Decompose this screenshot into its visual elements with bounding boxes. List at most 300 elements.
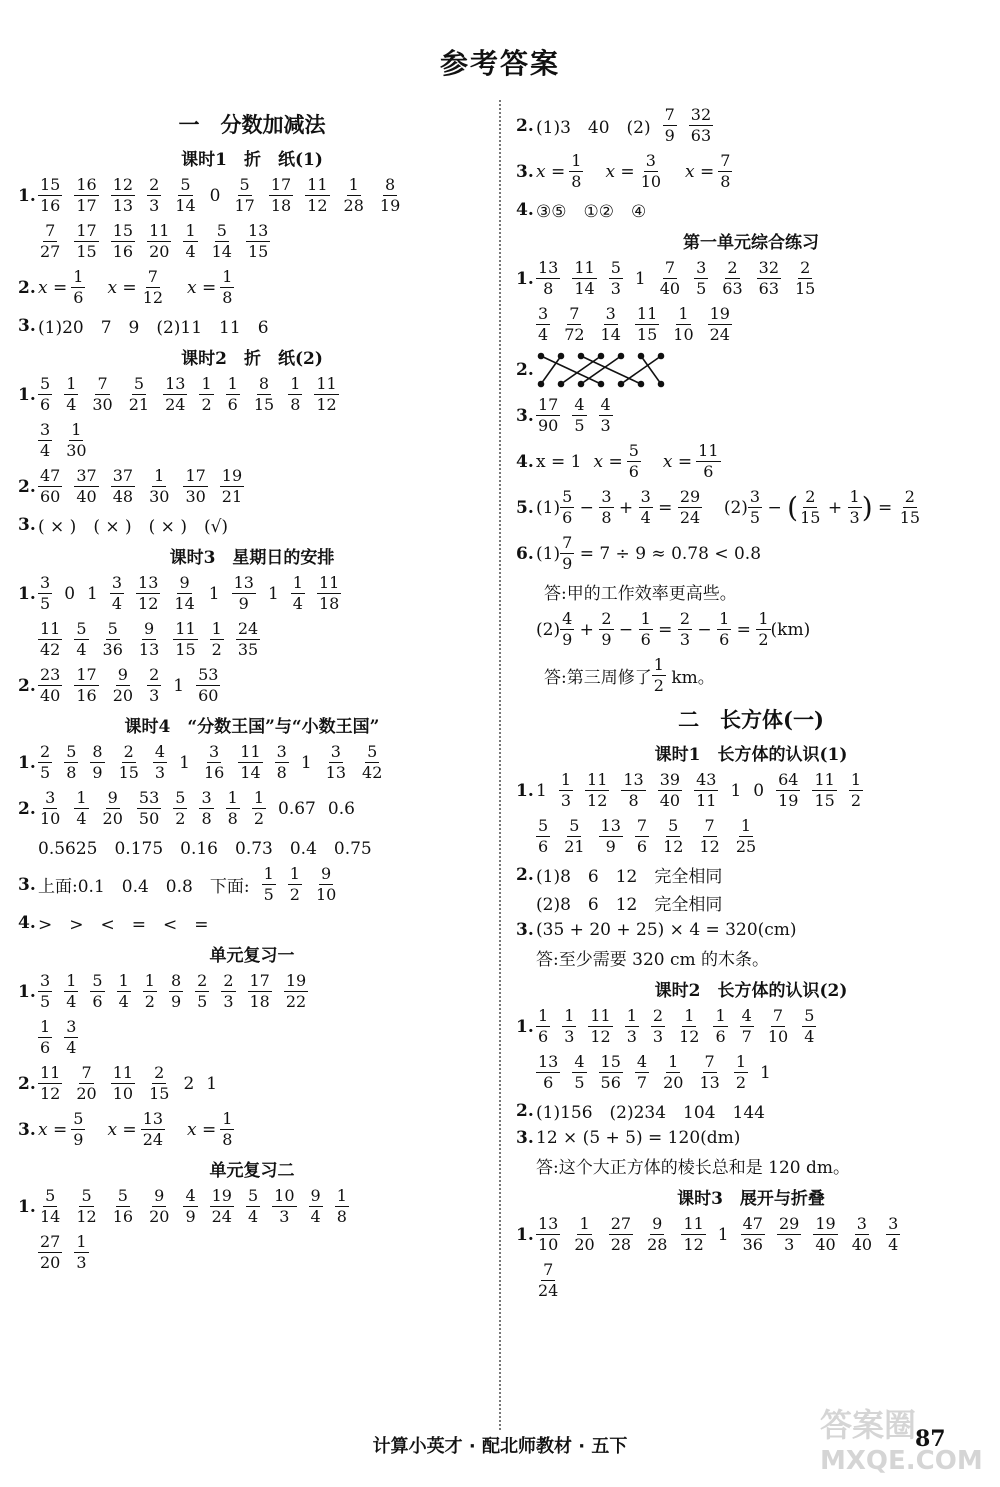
answer-item [90, 742, 104, 783]
answer-item: 1 [760, 1062, 771, 1083]
fraction: $\frac{39}{40}$ [659, 770, 681, 810]
answer-list [38, 221, 282, 262]
fraction: $\frac{11}{14}$ [240, 742, 261, 782]
answer-list [536, 151, 754, 192]
answer-item [173, 788, 187, 829]
answer-item [559, 770, 573, 811]
answer-item [101, 788, 125, 829]
question-number: 3. [18, 315, 36, 336]
fraction: $\frac{13}{8}$ [623, 770, 644, 810]
answer-item [199, 374, 213, 415]
answer-item [305, 175, 329, 216]
answer-row [18, 742, 486, 783]
fraction: $\frac{1}{3}$ [560, 770, 572, 810]
answer-item [536, 1214, 560, 1255]
fraction: $\frac{47}{60}$ [40, 466, 61, 506]
fraction: $\frac{3}{40}$ [851, 1214, 873, 1254]
answer-item [236, 619, 260, 660]
fraction: $\frac{1}{2}$ [850, 770, 862, 810]
fraction: $\frac{1}{2}$ [201, 374, 212, 414]
fraction: $\frac{9}{20}$ [149, 1186, 170, 1226]
answer-item [111, 1186, 135, 1227]
fraction: $\frac{3}{10}$ [40, 788, 61, 828]
answer-item [74, 665, 98, 706]
fraction: $\frac{5}{42}$ [362, 742, 383, 782]
answer-text: x = 1 [536, 451, 582, 472]
fraction: $\frac{1}{30}$ [66, 420, 87, 460]
right-column [516, 105, 986, 1306]
section-title: 课时2 折 纸(2) [181, 349, 323, 369]
answer-row [516, 816, 986, 857]
answer-row [18, 971, 486, 1012]
answer-item [269, 175, 293, 216]
answer-item [90, 971, 104, 1012]
answer-row [516, 1126, 986, 1150]
fraction: $\frac{3}{5}$ [40, 573, 51, 613]
fraction: $\frac{15}{16}$ [112, 221, 134, 261]
fraction: $\frac{7}{12}$ [142, 267, 164, 307]
fraction: $\frac{5}{6}$ [538, 816, 549, 856]
answer-item [599, 1052, 623, 1093]
section-title: 课时1 折 纸(1) [181, 150, 323, 170]
section-title: 课时3 星期日的安排 [169, 548, 335, 568]
section-title: 课时3 展开与折叠 [677, 1189, 825, 1209]
answer-item [671, 304, 695, 345]
answer-item [663, 105, 677, 146]
fraction: $\frac{1}{8}$ [571, 151, 582, 191]
fraction: $\frac{1}{6}$ [719, 609, 730, 649]
answer-item [734, 816, 758, 857]
fraction: $\frac{7}{6}$ [636, 816, 648, 856]
fraction: $\frac{5}{12}$ [76, 1186, 97, 1226]
answer-row [18, 1063, 486, 1104]
answer-item [562, 304, 586, 345]
equation [593, 441, 640, 482]
variable-label: x = [38, 277, 68, 298]
footer-title: 计算小英才 · 配北师教材 · 五下 [372, 1436, 628, 1457]
answer-item [111, 466, 135, 507]
fraction: $\frac{19}{24}$ [211, 1186, 232, 1226]
answer-item [812, 770, 836, 811]
fraction: $\frac{7}{12}$ [699, 816, 720, 856]
answer-item [74, 1186, 98, 1227]
answer-item: 0 [753, 780, 765, 801]
answer-row [516, 609, 986, 650]
fraction: $\frac{2}{15}$ [899, 487, 921, 527]
answer-item [238, 742, 262, 783]
fraction: $\frac{16}{17}$ [76, 175, 97, 215]
fraction: $\frac{5}{6}$ [92, 971, 103, 1011]
fraction: $\frac{1}{30}$ [149, 466, 170, 506]
fraction: $\frac{1}{4}$ [76, 788, 87, 828]
question-number: 3. [18, 1119, 36, 1140]
fraction: $\frac{17}{30}$ [185, 466, 206, 506]
fraction: $\frac{19}{24}$ [709, 304, 730, 344]
answer-row [516, 890, 986, 915]
fraction: $\frac{1}{2}$ [211, 619, 222, 659]
answer-text: (1)8 6 12 完全相同 [536, 867, 723, 887]
variable-label: x = [187, 1119, 217, 1140]
question-number: 1. [18, 185, 36, 206]
fraction: $\frac{8}{9}$ [92, 742, 103, 782]
equation [38, 267, 85, 308]
section-title: 课时2 长方体的认识(2) [654, 981, 848, 1001]
answer-item [38, 1063, 62, 1104]
fraction: $\frac{1}{8}$ [222, 1109, 233, 1149]
answer-item [661, 1052, 685, 1093]
fraction: $\frac{17}{18}$ [249, 971, 270, 1011]
fraction: $\frac{2}{3}$ [149, 665, 160, 705]
fraction: $\frac{3}{5}$ [749, 487, 761, 527]
variable-label: x = [662, 451, 693, 472]
answer-item [599, 816, 623, 857]
fraction: $\frac{11}{15}$ [175, 619, 196, 659]
answer-list [38, 175, 414, 216]
fraction: $\frac{11}{12}$ [683, 1214, 704, 1254]
question-number: 2. [516, 864, 534, 885]
answer-text: > > < = < = [38, 915, 209, 935]
answer-item [288, 374, 302, 415]
variable-label: x = [536, 161, 566, 182]
answer-item: 1 [87, 583, 98, 604]
answer-item [324, 742, 348, 783]
fraction: $\frac{1}{4}$ [66, 374, 77, 414]
answer-list [536, 816, 770, 857]
part-label: (2) [723, 497, 748, 518]
answer-item [720, 258, 744, 299]
fraction: $\frac{3}{8}$ [276, 742, 287, 782]
fraction: $\frac{1}{6}$ [640, 609, 651, 649]
page-number: 87 [915, 1426, 946, 1452]
answer-row [516, 655, 986, 696]
fraction: $\frac{3}{4}$ [888, 1214, 899, 1254]
answer-row [18, 788, 486, 829]
fraction: $\frac{1}{10}$ [673, 304, 694, 344]
answer-item [850, 1214, 874, 1255]
answer-item [572, 1214, 596, 1255]
answer-item [645, 1214, 669, 1255]
answer-item [38, 971, 52, 1012]
answer-text: 上面:0.1 0.4 0.8 下面: [38, 877, 250, 897]
answer-row [18, 420, 486, 461]
answer-item [90, 374, 114, 415]
answer-item [153, 742, 167, 783]
answer-row [516, 258, 986, 299]
question-number: 2. [18, 1073, 36, 1094]
fraction: $\frac{1}{3}$ [849, 487, 860, 527]
answer-row [516, 197, 986, 222]
answer-item [199, 788, 213, 829]
fraction: $\frac{11}{12}$ [307, 175, 328, 215]
answer-list [38, 466, 256, 507]
fraction: $\frac{1}{2}$ [144, 971, 155, 1011]
fraction: $\frac{3}{13}$ [325, 742, 347, 782]
answer-item [74, 1063, 98, 1104]
fraction: $\frac{27}{20}$ [40, 1232, 61, 1272]
question-number: 3. [516, 161, 534, 182]
answer-item [137, 619, 161, 660]
fraction: $\frac{5}{12}$ [663, 816, 684, 856]
fraction: $\frac{2}{15}$ [118, 742, 139, 782]
fraction: $\frac{1}{8}$ [336, 1186, 347, 1226]
answer-item: 1 [179, 752, 190, 773]
fraction: $\frac{9}{28}$ [647, 1214, 668, 1254]
fraction: $\frac{2}{9}$ [601, 609, 612, 649]
fraction: $\frac{10}{3}$ [274, 1186, 295, 1226]
answer-text: 0.5625 0.175 0.16 0.73 0.4 0.75 [38, 839, 372, 859]
fraction: $\frac{8}{15}$ [253, 374, 275, 414]
answer-item [536, 1052, 560, 1093]
answer-row [18, 1109, 486, 1150]
answer-item [246, 1186, 260, 1227]
fraction: $\frac{4}{3}$ [154, 742, 166, 782]
answer-text: km。 [671, 668, 715, 688]
fraction: $\frac{24}{35}$ [237, 619, 259, 659]
section-title: 课时4 “分数王国”与“小数王国” [124, 717, 380, 737]
answer-item [658, 770, 682, 811]
chapter-title: 一 分数加减法 [178, 112, 326, 137]
answer-item [317, 573, 341, 614]
answer-item [38, 573, 52, 614]
fraction: $\frac{1}{2}$ [735, 1052, 746, 1092]
fraction: $\frac{3}{4}$ [66, 1017, 77, 1057]
fraction: $\frac{7}{40}$ [659, 258, 681, 298]
answer-item [741, 1214, 765, 1255]
fraction: $\frac{12}{13}$ [112, 175, 134, 215]
answer-item [226, 374, 240, 415]
answer-item [536, 816, 550, 857]
question-number: 1. [18, 752, 36, 773]
question-number: 4. [516, 451, 534, 472]
fraction: $\frac{7}{10}$ [767, 1006, 789, 1046]
fraction: $\frac{4}{5}$ [574, 1052, 585, 1092]
answer-row [18, 864, 486, 905]
answer-item [111, 1063, 135, 1104]
question-number: 3. [18, 514, 36, 535]
part-label: (2) [536, 619, 561, 640]
fraction: $\frac{7}{8}$ [720, 151, 731, 191]
fraction: $\frac{2}{3}$ [679, 609, 691, 649]
answer-row [18, 665, 486, 706]
fraction: $\frac{1}{6}$ [538, 1006, 549, 1046]
answer-item [202, 742, 226, 783]
answer-item [143, 971, 157, 1012]
answer-item [147, 466, 171, 507]
answer-item [172, 573, 196, 614]
answer-item [173, 175, 197, 216]
answer-item: 0.67 [278, 798, 316, 819]
answer-item [536, 258, 560, 299]
answer-list [536, 1260, 572, 1301]
question-number: 3. [516, 405, 534, 426]
fraction: $\frac{9}{20}$ [102, 788, 123, 828]
fraction: $\frac{5}{4}$ [804, 1006, 815, 1046]
answer-item [886, 1214, 900, 1255]
question-number: 1. [18, 583, 36, 604]
variable-label: x = [107, 277, 137, 298]
fraction: $\frac{9}{4}$ [310, 1186, 321, 1226]
answer-item [117, 971, 131, 1012]
answer-item [127, 374, 151, 415]
fraction: $\frac{1}{8}$ [222, 267, 233, 307]
answer-row [18, 466, 486, 507]
fraction: $\frac{11}{14}$ [574, 258, 595, 298]
answer-item [813, 1214, 837, 1255]
answer-item [599, 304, 623, 345]
fraction: $\frac{11}{12}$ [40, 1063, 61, 1103]
answer-item [562, 1006, 576, 1047]
question-number: 4. [516, 199, 534, 220]
fraction: $\frac{9}{14}$ [174, 573, 195, 613]
answer-item: 1 [173, 675, 185, 696]
fraction: $\frac{13}{15}$ [247, 221, 269, 261]
answer-item [74, 175, 98, 216]
answer-item [248, 971, 272, 1012]
fraction: $\frac{5}{21}$ [564, 816, 585, 856]
answer-list [38, 1109, 256, 1150]
fraction: $\frac{4}{7}$ [636, 1052, 648, 1092]
answer-item [38, 1017, 52, 1058]
answer-text: (2)8 6 12 完全相同 [536, 895, 723, 915]
fraction: $\frac{11}{42}$ [40, 619, 61, 659]
answer-list [38, 1063, 229, 1104]
fraction: $\frac{1}{2}$ [653, 655, 664, 695]
equation [107, 1109, 165, 1150]
fraction: $\frac{1}{6}$ [715, 1006, 726, 1046]
answer-item [635, 816, 649, 857]
fraction: $\frac{3}{5}$ [696, 258, 707, 298]
equation [187, 267, 234, 308]
answer-item: 1 [267, 583, 279, 604]
answer-item [117, 742, 141, 783]
fraction: $\frac{7}{27}$ [40, 221, 61, 261]
answer-row [18, 313, 486, 338]
answer-item [147, 665, 161, 706]
answer-item [849, 770, 863, 811]
question-number: 2. [516, 360, 534, 380]
answer-item [734, 1052, 748, 1093]
answer-item [183, 221, 197, 262]
fraction: $\frac{5}{8}$ [66, 742, 77, 782]
matching-lines-diagram [536, 350, 666, 390]
answer-list [663, 105, 726, 146]
fraction: $\frac{32}{63}$ [690, 105, 712, 145]
answer-row [18, 267, 486, 308]
answer-item: 1 [208, 583, 220, 604]
answer-item [147, 175, 161, 216]
part-label: (1) [536, 543, 561, 564]
answer-item: 0.6 [327, 798, 355, 819]
equation [187, 1109, 234, 1150]
answer-item [64, 742, 78, 783]
fraction: $\frac{1}{6}$ [40, 1017, 51, 1057]
answer-item [625, 1006, 639, 1047]
unit: (km) [770, 619, 811, 640]
answer-item [173, 619, 197, 660]
fraction: $\frac{13}{8}$ [538, 258, 559, 298]
answer-item [314, 374, 338, 415]
fraction: $\frac{11}{12}$ [316, 374, 337, 414]
answer-item [221, 971, 235, 1012]
fraction: $\frac{2}{63}$ [722, 258, 743, 298]
fraction: $\frac{1}{2}$ [253, 788, 265, 828]
answer-item [572, 395, 586, 436]
answer-item [163, 374, 187, 415]
answer-item [766, 1006, 790, 1047]
answer-item [272, 1186, 296, 1227]
fraction: $\frac{5}{36}$ [102, 619, 123, 659]
answer-item [252, 374, 276, 415]
answer-item [694, 770, 718, 811]
fraction: $\frac{5}{21}$ [128, 374, 150, 414]
answer-item [232, 175, 256, 216]
answer-row [516, 350, 986, 390]
fraction: $\frac{2}{3}$ [652, 1006, 664, 1046]
fraction: $\frac{1}{2}$ [289, 864, 300, 904]
answer-item [572, 1052, 586, 1093]
answer-item [74, 788, 88, 829]
variable-label: x = [38, 1119, 68, 1140]
fraction: $\frac{7}{9}$ [664, 105, 675, 145]
answer-item [708, 304, 732, 345]
answer-row [18, 1232, 486, 1273]
question-number: 1. [18, 1196, 36, 1217]
answer-list [536, 258, 829, 299]
question-number: 1. [516, 1224, 534, 1245]
answer-item [536, 304, 550, 345]
fraction: $\frac{5}{3}$ [610, 258, 621, 298]
answer-row [18, 619, 486, 660]
answer-item [284, 971, 308, 1012]
answer-row [516, 579, 986, 604]
answer-item [38, 175, 62, 216]
fraction: $\frac{17}{15}$ [76, 221, 97, 261]
answer-item [111, 665, 135, 706]
fraction: $\frac{4}{9}$ [185, 1186, 196, 1226]
answer-item [38, 1186, 62, 1227]
answer-item [64, 971, 78, 1012]
fraction: $\frac{5}{16}$ [112, 1186, 134, 1226]
answer-row [18, 1017, 486, 1058]
fraction: $\frac{19}{22}$ [285, 971, 307, 1011]
chapter-title: 二 长方体(一) [678, 707, 824, 732]
fraction: $\frac{47}{36}$ [742, 1214, 763, 1254]
answer-item [64, 420, 88, 461]
question-number: 2. [18, 675, 36, 696]
fraction: $\frac{9}{20}$ [112, 665, 134, 705]
fraction: $\frac{5}{14}$ [211, 221, 232, 261]
fraction: $\frac{1}{6}$ [73, 267, 84, 307]
answer-text: (1)20 7 9 (2)11 11 6 [38, 318, 269, 338]
fraction: $\frac{11}{18}$ [318, 573, 340, 613]
fraction: $\frac{7}{30}$ [92, 374, 113, 414]
fraction: $\frac{53}{60}$ [198, 665, 219, 705]
fraction: $\frac{1}{4}$ [118, 971, 129, 1011]
answer-item [252, 788, 266, 829]
answer-item: 2 [183, 1073, 195, 1094]
answer-item [38, 374, 52, 415]
fraction: $\frac{13}{9}$ [233, 573, 254, 613]
answer-row [516, 1006, 986, 1047]
answer-item [697, 816, 721, 857]
fraction: $\frac{1}{4}$ [66, 971, 77, 1011]
answer-item [136, 573, 160, 614]
answer-item [562, 816, 586, 857]
answer-item [342, 175, 366, 216]
answer-item [757, 258, 781, 299]
fraction: $\frac{37}{48}$ [112, 466, 134, 506]
answer-item [697, 1052, 721, 1093]
